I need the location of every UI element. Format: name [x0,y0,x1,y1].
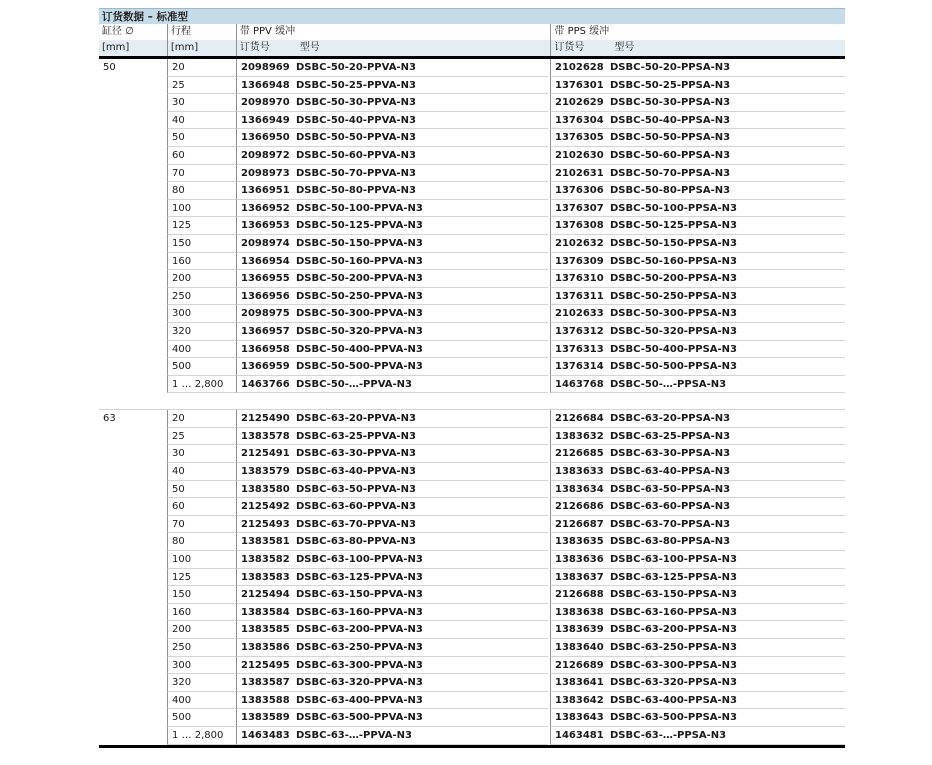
stroke-cell: 125 [167,217,236,235]
stroke-cell: 25 [167,77,236,95]
pps-type-code: DSBC-50-320-PPSA-N3 [610,323,845,341]
bore-header: 缸径 ∅ [102,26,134,37]
table-row [167,498,845,516]
ppv-part-number: 1366954 [236,253,296,271]
stroke-cell: 500 [167,709,236,727]
ppv-part-number: 1383585 [236,621,296,639]
pps-type-code: DSBC-50-400-PPSA-N3 [610,341,845,359]
ppv-part-number: 1366949 [236,112,296,130]
pps-part-number: 1376313 [550,341,610,359]
pps-type-code: DSBC-63-40-PPSA-N3 [610,463,845,481]
table-row [167,445,845,463]
ppv-part-no-header: 订货号 [239,42,270,53]
stroke-unit: [mm] [167,40,236,56]
table-row [167,586,845,604]
ppv-part-number: 2125494 [236,586,296,604]
table-row [167,253,845,271]
ppv-part-number: 1366951 [236,182,296,200]
pps-part-number: 1383639 [550,621,610,639]
ppv-type-code: DSBC-50-…-PPVA-N3 [296,376,548,394]
pps-part-number: 2126687 [550,516,610,534]
ppv-part-number: 2125493 [236,516,296,534]
ppv-type-code: DSBC-63-320-PPVA-N3 [296,674,548,692]
table-row [167,516,845,534]
table-row [167,692,845,710]
pps-part-number: 1376311 [550,288,610,306]
table-row [167,481,845,499]
ppv-type-code: DSBC-63-125-PPVA-N3 [296,569,548,587]
stroke-cell: 150 [167,586,236,604]
ppv-part-number: 1383587 [236,674,296,692]
ppv-type-code: DSBC-50-70-PPVA-N3 [296,165,548,183]
table-row [167,59,845,77]
table-row [167,270,845,288]
pps-part-number: 1463481 [550,727,610,745]
table-row [167,727,845,745]
table-row [167,621,845,639]
table-row [167,235,845,253]
table-row [167,463,845,481]
stroke-cell: 60 [167,498,236,516]
pps-type-code: DSBC-63-…-PPSA-N3 [610,727,845,745]
stroke-cell: 250 [167,288,236,306]
stroke-cell: 100 [167,551,236,569]
ppv-part-number: 1383584 [236,604,296,622]
ppv-type-header: 型号 [299,42,320,53]
pps-part-number: 1463768 [550,376,610,394]
table-row [167,200,845,218]
ppv-type-code: DSBC-50-250-PPVA-N3 [296,288,548,306]
ppv-part-number: 2098973 [236,165,296,183]
ppv-type-code: DSBC-63-70-PPVA-N3 [296,516,548,534]
pps-part-number: 1376308 [550,217,610,235]
ppv-part-number: 2098975 [236,305,296,323]
ppv-type-code: DSBC-50-20-PPVA-N3 [296,59,548,77]
ppv-part-number: 2125490 [236,410,296,428]
stroke-cell: 25 [167,428,236,446]
pps-type-code: DSBC-50-60-PPSA-N3 [610,147,845,165]
pps-type-code: DSBC-50-500-PPSA-N3 [610,358,845,376]
pps-type-code: DSBC-50-50-PPSA-N3 [610,129,845,147]
pps-type-code: DSBC-63-50-PPSA-N3 [610,481,845,499]
stroke-cell: 125 [167,569,236,587]
pps-part-number: 1376305 [550,129,610,147]
ppv-type-code: DSBC-50-60-PPVA-N3 [296,147,548,165]
pps-type-code: DSBC-63-500-PPSA-N3 [610,709,845,727]
pps-part-no-header: 订货号 [554,42,585,53]
pps-type-code: DSBC-50-…-PPSA-N3 [610,376,845,394]
stroke-cell: 250 [167,639,236,657]
ppv-part-number: 1366958 [236,341,296,359]
table-row [167,217,845,235]
stroke-cell: 500 [167,358,236,376]
pps-type-code: DSBC-50-200-PPSA-N3 [610,270,845,288]
table-row [167,112,845,130]
ppv-part-number: 1366952 [236,200,296,218]
pps-part-number: 2102633 [550,305,610,323]
pps-type-code: DSBC-50-40-PPSA-N3 [610,112,845,130]
pps-part-number: 1376310 [550,270,610,288]
ppv-type-code: DSBC-63-80-PPVA-N3 [296,533,548,551]
ppv-type-code: DSBC-63-400-PPVA-N3 [296,692,548,710]
ppv-part-number: 1366950 [236,129,296,147]
pps-type-code: DSBC-63-200-PPSA-N3 [610,621,845,639]
group-spacer [99,393,845,410]
ppv-part-number: 2098972 [236,147,296,165]
pps-type-code: DSBC-63-250-PPSA-N3 [610,639,845,657]
ppv-type-code: DSBC-50-150-PPVA-N3 [296,235,548,253]
table-row [167,341,845,359]
ppv-part-number: 2098970 [236,94,296,112]
table-row [167,428,845,446]
stroke-header: 行程 [167,24,236,40]
ppv-part-number: 1463483 [236,727,296,745]
bore-group [99,59,845,393]
ppv-type-code: DSBC-63-…-PPVA-N3 [296,727,548,745]
ppv-part-number: 1383579 [236,463,296,481]
table-body [99,59,845,745]
table-row [167,358,845,376]
bore-value: 50 [103,62,116,73]
ppv-type-code: DSBC-63-300-PPVA-N3 [296,657,548,675]
pps-part-number: 1383633 [550,463,610,481]
pps-part-number: 1383641 [550,674,610,692]
pps-part-number: 1376306 [550,182,610,200]
pps-part-number: 1376312 [550,323,610,341]
pps-part-number: 2126686 [550,498,610,516]
table-row [167,709,845,727]
ppv-part-number: 1366956 [236,288,296,306]
ppv-part-number: 1366959 [236,358,296,376]
stroke-cell: 40 [167,463,236,481]
order-data-table [99,8,845,748]
ppv-type-code: DSBC-50-80-PPVA-N3 [296,182,548,200]
ppv-part-number: 1383582 [236,551,296,569]
ppv-type-code: DSBC-50-500-PPVA-N3 [296,358,548,376]
ppv-type-code: DSBC-50-320-PPVA-N3 [296,323,548,341]
table-row [167,323,845,341]
table-row [167,94,845,112]
stroke-cell: 30 [167,445,236,463]
stroke-cell: 200 [167,270,236,288]
stroke-cell: 50 [167,481,236,499]
pps-part-number: 2126688 [550,586,610,604]
ppv-subheader [236,40,548,56]
ppv-type-code: DSBC-63-25-PPVA-N3 [296,428,548,446]
ppv-part-number: 1383586 [236,639,296,657]
table-row [167,569,845,587]
stroke-cell: 80 [167,182,236,200]
ppv-type-code: DSBC-63-60-PPVA-N3 [296,498,548,516]
pps-part-number: 1376304 [550,112,610,130]
stroke-cell: 400 [167,341,236,359]
table-row [167,657,845,675]
stroke-cell: 70 [167,516,236,534]
pps-part-number: 1383638 [550,604,610,622]
ppv-type-code: DSBC-63-160-PPVA-N3 [296,604,548,622]
table-row [167,376,845,394]
ppv-type-code: DSBC-63-30-PPVA-N3 [296,445,548,463]
stroke-cell: 160 [167,604,236,622]
ppv-part-number: 2125491 [236,445,296,463]
ppv-type-code: DSBC-63-50-PPVA-N3 [296,481,548,499]
pps-type-code: DSBC-50-300-PPSA-N3 [610,305,845,323]
stroke-cell: 50 [167,129,236,147]
stroke-cell: 400 [167,692,236,710]
stroke-cell: 320 [167,674,236,692]
ppv-type-code: DSBC-50-160-PPVA-N3 [296,253,548,271]
pps-type-code: DSBC-63-400-PPSA-N3 [610,692,845,710]
ppv-part-number: 2125492 [236,498,296,516]
pps-part-number: 1383643 [550,709,610,727]
header-row-2 [99,40,845,56]
ppv-part-number: 1366955 [236,270,296,288]
ppv-type-code: DSBC-50-300-PPVA-N3 [296,305,548,323]
ppv-part-number: 2098969 [236,59,296,77]
table-row [167,639,845,657]
ppv-part-number: 1383580 [236,481,296,499]
ppv-part-number: 1383581 [236,533,296,551]
ppv-type-code: DSBC-50-50-PPVA-N3 [296,129,548,147]
pps-part-number: 2102629 [550,94,610,112]
bore-value: 63 [103,413,116,425]
pps-part-number: 1383632 [550,428,610,446]
ppv-type-code: DSBC-50-200-PPVA-N3 [296,270,548,288]
pps-part-number: 1383634 [550,481,610,499]
bore-group [99,410,845,744]
ppv-part-number: 2125495 [236,657,296,675]
ppv-type-code: DSBC-63-100-PPVA-N3 [296,551,548,569]
ppv-type-code: DSBC-63-200-PPVA-N3 [296,621,548,639]
pps-part-number: 1376301 [550,77,610,95]
stroke-cell: 1 … 2,800 [167,727,236,745]
table-row [167,288,845,306]
table-row [167,129,845,147]
pps-part-number: 1383642 [550,692,610,710]
stroke-cell: 40 [167,112,236,130]
pps-type-code: DSBC-50-150-PPSA-N3 [610,235,845,253]
ppv-type-code: DSBC-63-40-PPVA-N3 [296,463,548,481]
stroke-cell: 1 … 2,800 [167,376,236,394]
pps-type-code: DSBC-63-300-PPSA-N3 [610,657,845,675]
pps-part-number: 1376309 [550,253,610,271]
header-row-1 [99,24,845,40]
pps-type-code: DSBC-50-80-PPSA-N3 [610,182,845,200]
pps-type-code: DSBC-50-250-PPSA-N3 [610,288,845,306]
stroke-cell: 70 [167,165,236,183]
ppv-part-number: 2098974 [236,235,296,253]
table-title: 订货数据 – 标准型 [99,8,845,24]
stroke-cell: 150 [167,235,236,253]
ppv-part-number: 1463766 [236,376,296,394]
ppv-part-number: 1383589 [236,709,296,727]
pps-type-code: DSBC-63-150-PPSA-N3 [610,586,845,604]
ppv-type-code: DSBC-50-100-PPVA-N3 [296,200,548,218]
pps-part-number: 2102630 [550,147,610,165]
pps-part-number: 2102628 [550,59,610,77]
pps-type-code: DSBC-63-320-PPSA-N3 [610,674,845,692]
ppv-type-code: DSBC-63-250-PPVA-N3 [296,639,548,657]
table-row [167,604,845,622]
pps-part-number: 1383636 [550,551,610,569]
table-row [167,165,845,183]
pps-type-code: DSBC-50-70-PPSA-N3 [610,165,845,183]
stroke-cell: 80 [167,533,236,551]
pps-type-code: DSBC-50-25-PPSA-N3 [610,77,845,95]
table-end-rule [99,745,845,748]
ppv-type-code: DSBC-50-125-PPVA-N3 [296,217,548,235]
pps-part-number: 2126684 [550,410,610,428]
pps-part-number: 2126689 [550,657,610,675]
ppv-part-number: 1383578 [236,428,296,446]
ppv-part-number: 1383588 [236,692,296,710]
pps-part-number: 1383635 [550,533,610,551]
stroke-cell: 100 [167,200,236,218]
ppv-part-number: 1366953 [236,217,296,235]
pps-part-number: 1376307 [550,200,610,218]
stroke-cell: 20 [167,410,236,428]
ppv-part-number: 1366948 [236,77,296,95]
table-row [167,533,845,551]
pps-part-number: 1383640 [550,639,610,657]
table-row [167,147,845,165]
pps-type-code: DSBC-63-100-PPSA-N3 [610,551,845,569]
pps-type-code: DSBC-63-80-PPSA-N3 [610,533,845,551]
pps-type-code: DSBC-50-125-PPSA-N3 [610,217,845,235]
pps-type-code: DSBC-63-25-PPSA-N3 [610,428,845,446]
pps-header: 带 PPS 缓冲 [550,24,845,40]
pps-part-number: 1383637 [550,569,610,587]
stroke-cell: 200 [167,621,236,639]
ppv-part-number: 1383583 [236,569,296,587]
pps-subheader [550,40,845,56]
ppv-type-code: DSBC-50-400-PPVA-N3 [296,341,548,359]
pps-type-code: DSBC-63-60-PPSA-N3 [610,498,845,516]
pps-type-code: DSBC-50-20-PPSA-N3 [610,59,845,77]
pps-part-number: 1376314 [550,358,610,376]
ppv-type-code: DSBC-50-40-PPVA-N3 [296,112,548,130]
table-row [167,182,845,200]
stroke-cell: 20 [167,59,236,77]
table-row [167,551,845,569]
pps-type-code: DSBC-50-100-PPSA-N3 [610,200,845,218]
stroke-rows [167,410,845,744]
table-row [167,674,845,692]
ppv-header: 带 PPV 缓冲 [236,24,548,40]
pps-type-code: DSBC-63-20-PPSA-N3 [610,410,845,428]
stroke-cell: 60 [167,147,236,165]
ppv-type-code: DSBC-63-20-PPVA-N3 [296,410,548,428]
ppv-type-code: DSBC-63-500-PPVA-N3 [296,709,548,727]
pps-part-number: 2102631 [550,165,610,183]
table-row [167,77,845,95]
table-row [167,305,845,323]
table-row [167,410,845,428]
stroke-cell: 300 [167,305,236,323]
pps-type-code: DSBC-63-160-PPSA-N3 [610,604,845,622]
pps-part-number: 2102632 [550,235,610,253]
pps-type-code: DSBC-63-70-PPSA-N3 [610,516,845,534]
stroke-rows [167,59,845,393]
stroke-cell: 320 [167,323,236,341]
pps-type-code: DSBC-63-30-PPSA-N3 [610,445,845,463]
pps-type-code: DSBC-50-160-PPSA-N3 [610,253,845,271]
stroke-cell: 300 [167,657,236,675]
stroke-cell: 160 [167,253,236,271]
ppv-type-code: DSBC-50-25-PPVA-N3 [296,77,548,95]
pps-part-number: 2126685 [550,445,610,463]
bore-unit: [mm] [99,40,167,56]
stroke-cell: 30 [167,94,236,112]
ppv-part-number: 1366957 [236,323,296,341]
pps-type-code: DSBC-50-30-PPSA-N3 [610,94,845,112]
ppv-type-code: DSBC-63-150-PPVA-N3 [296,586,548,604]
pps-type-header: 型号 [614,42,635,53]
ppv-type-code: DSBC-50-30-PPVA-N3 [296,94,548,112]
pps-type-code: DSBC-63-125-PPSA-N3 [610,569,845,587]
